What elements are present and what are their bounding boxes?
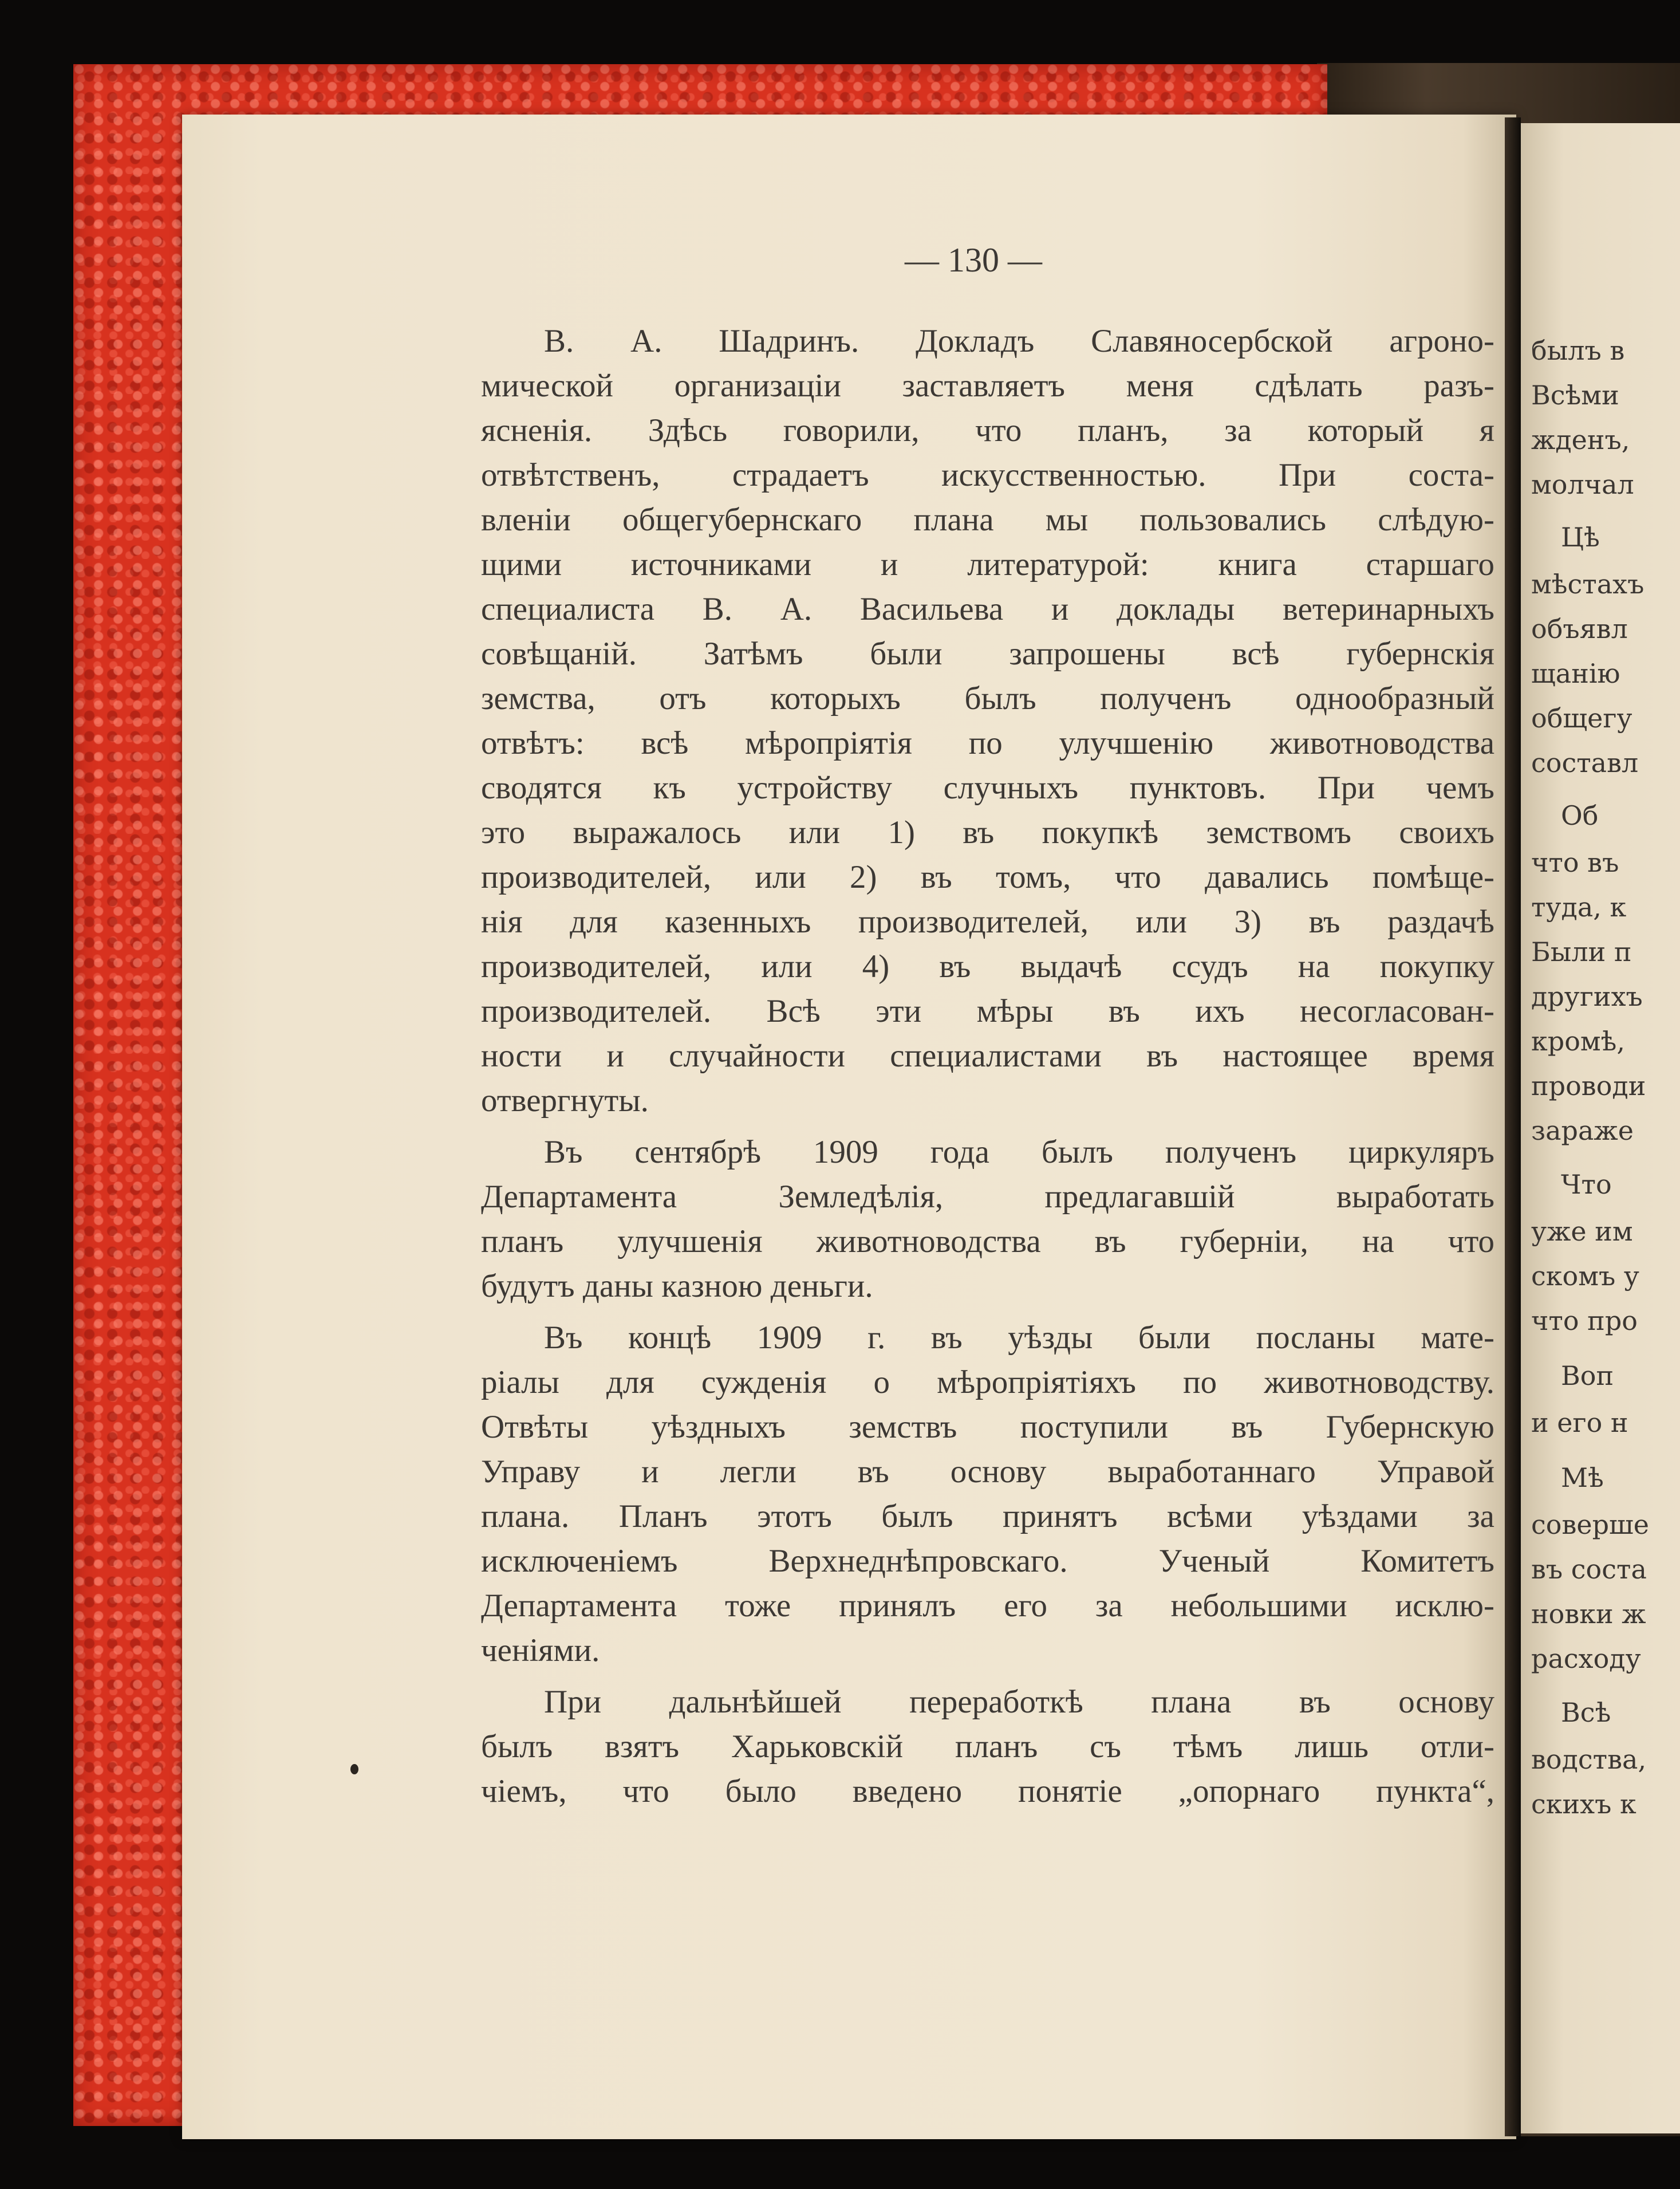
text-line: отвергнуты.	[481, 1082, 649, 1119]
facing-line: и его н	[1531, 1407, 1628, 1438]
text-line: это выражалось или 1) въ покупкѣ земствомъ своихъ	[481, 814, 1494, 851]
text-line: вленіи общегубернскаго плана мы пользовались слѣдую-	[481, 502, 1494, 538]
facing-line: проводи	[1531, 1070, 1646, 1101]
facing-line: общегу	[1531, 703, 1632, 734]
facing-line: Цѣ	[1561, 522, 1600, 553]
facing-line: новки ж	[1531, 1599, 1646, 1629]
facing-line: Были п	[1531, 936, 1632, 967]
text-line: сводятся къ устройству случныхъ пунктовъ. При чемъ	[481, 770, 1494, 806]
facing-right-page	[1521, 123, 1680, 2133]
facing-line: щанію	[1531, 658, 1620, 689]
text-line: Управу и легли въ основу выработаннаго Управой	[481, 1454, 1494, 1490]
text-line: ріалы для сужденія о мѣропріятіяхъ по животноводству.	[481, 1364, 1494, 1400]
facing-line: зараже	[1531, 1115, 1634, 1146]
text-line: совѣщаній. Затѣмъ были запрошены всѣ губернскія	[481, 636, 1494, 672]
facing-line: скомъ у	[1531, 1261, 1639, 1292]
text-line: былъ взятъ Харьковскій планъ съ тѣмъ лишь отли-	[481, 1729, 1494, 1765]
text-line: производителей. Всѣ эти мѣры въ ихъ несогласован-	[481, 993, 1494, 1029]
facing-line: Мѣ	[1561, 1462, 1604, 1493]
facing-line: Об	[1561, 800, 1599, 831]
text-line: исключеніемъ Верхнеднѣпровскаго. Ученый Комитетъ	[481, 1543, 1494, 1579]
page-gutter-shadow	[1505, 117, 1521, 2136]
facing-line: Всѣ	[1561, 1697, 1611, 1728]
text-line: специалиста В. А. Васильева и доклады ветеринарныхъ	[481, 591, 1494, 627]
facing-line: что въ	[1531, 847, 1619, 878]
text-line: Въ концѣ 1909 г. въ уѣзды были посланы мате-	[544, 1320, 1494, 1356]
facing-line: соверше	[1531, 1509, 1650, 1540]
ink-speck	[350, 1764, 358, 1774]
text-line: планъ улучшенія животноводства въ губерніи, на что	[481, 1223, 1494, 1259]
facing-line: молчал	[1531, 469, 1634, 500]
text-line: Департамента тоже принялъ его за небольшими исклю-	[481, 1588, 1494, 1624]
text-line: нія для казенныхъ производителей, или 3) въ раздачѣ	[481, 904, 1494, 940]
text-line: ясненія. Здѣсь говорили, что планъ, за который я	[481, 412, 1494, 448]
facing-line: что про	[1531, 1305, 1638, 1336]
text-line: плана. Планъ этотъ былъ принятъ всѣми уѣздами за	[481, 1498, 1494, 1534]
text-line: Отвѣты уѣздныхъ земствъ поступили въ Губернскую	[481, 1409, 1494, 1445]
text-line: производителей, или 2) въ томъ, что давались помѣще-	[481, 859, 1494, 895]
facing-line: былъ в	[1531, 335, 1625, 366]
text-line: При дальнѣйшей переработкѣ плана въ основу	[544, 1684, 1494, 1720]
facing-line: Воп	[1561, 1360, 1614, 1391]
text-line: отвѣтъ: всѣ мѣропріятія по улучшенію животноводства	[481, 725, 1494, 761]
facing-line: Всѣми	[1531, 380, 1619, 411]
facing-line: въ соста	[1531, 1554, 1647, 1585]
facing-line: составл	[1531, 747, 1639, 778]
text-line: мической организаціи заставляетъ меня сдѣлать разъ-	[481, 368, 1494, 404]
text-line: отвѣтственъ, страдаетъ искусственностью. При соста-	[481, 457, 1494, 493]
text-line: ности и случайности специалистами въ настоящее время	[481, 1038, 1494, 1074]
facing-line: объявл	[1531, 613, 1628, 644]
text-line: Въ сентябрѣ 1909 года былъ полученъ циркуляръ	[544, 1134, 1494, 1170]
facing-line: другихъ	[1531, 981, 1643, 1012]
text-line: В. А. Шадринъ. Докладъ Славяносербской агроно-	[544, 323, 1494, 359]
text-line: производителей, или 4) въ выдачѣ ссудъ на покупку	[481, 948, 1494, 985]
text-line: ченіями.	[481, 1632, 600, 1668]
text-line: Департамента Земледѣлія, предлагавшій выработать	[481, 1179, 1494, 1215]
page-number: — 130 —	[905, 241, 1042, 279]
facing-line: водства,	[1531, 1744, 1647, 1775]
facing-line: скихъ к	[1531, 1789, 1636, 1820]
facing-line: кромѣ,	[1531, 1026, 1626, 1057]
text-line: щими источниками и литературой: книга старшаго	[481, 546, 1494, 582]
facing-line: уже им	[1531, 1216, 1633, 1247]
text-line: будутъ даны казною деньги.	[481, 1268, 873, 1304]
text-line: чіемъ, что было введено понятіе „опорнаго пункта“,	[481, 1773, 1494, 1809]
facing-line: туда, к	[1531, 892, 1627, 923]
text-line: земства, отъ которыхъ былъ полученъ однообразный	[481, 680, 1494, 716]
facing-line: жденъ,	[1531, 424, 1630, 455]
facing-line: мѣстахъ	[1531, 569, 1644, 600]
facing-line: Что	[1561, 1169, 1612, 1200]
facing-line: расходу	[1531, 1643, 1641, 1674]
